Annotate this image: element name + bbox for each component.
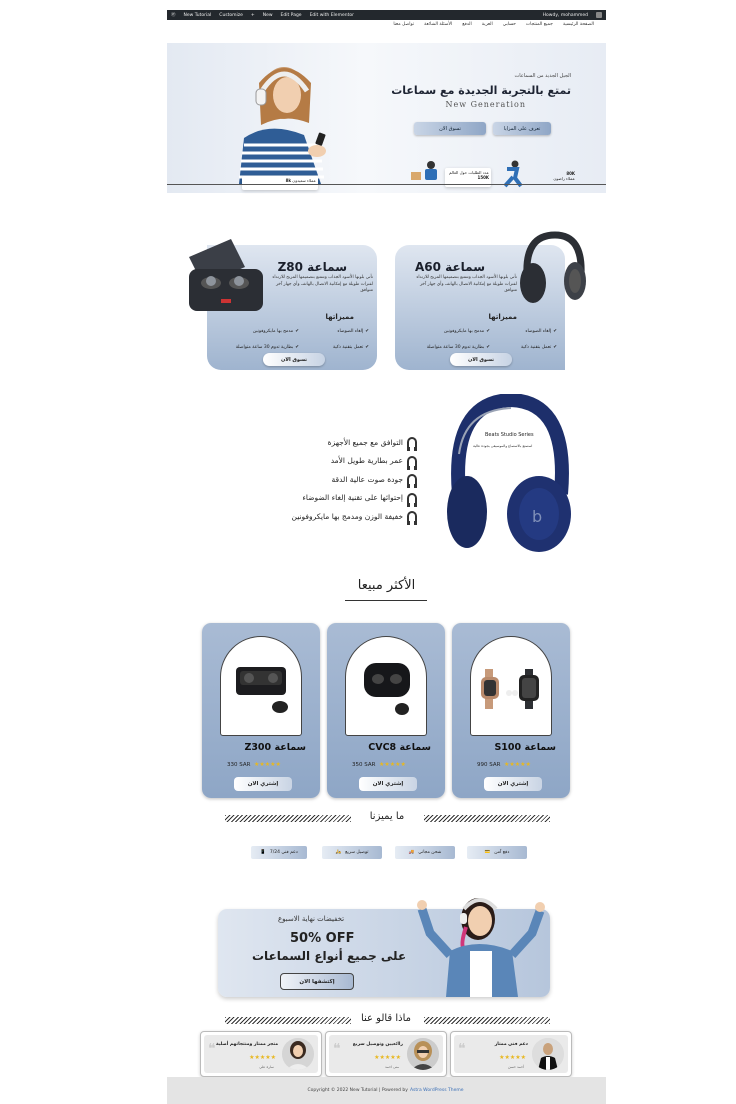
testimonial-avatar bbox=[532, 1038, 564, 1070]
promo-girl-image bbox=[416, 889, 550, 997]
product-card-z80 bbox=[207, 245, 377, 370]
rating-stars: ★★★★★ bbox=[374, 1054, 401, 1061]
headphones-icon bbox=[407, 456, 417, 466]
beats-feature: جودة صوت عالية الدقة bbox=[277, 470, 417, 489]
testimonial-card bbox=[325, 1031, 447, 1077]
a60-feature: ✔إلغاء الضوضاء bbox=[525, 329, 557, 334]
hero-subtitle: الجيل الجديد من السماعات bbox=[514, 73, 571, 79]
nav-item-faq[interactable]: الأسئلة الشائعة bbox=[424, 22, 453, 27]
z300-case-image bbox=[232, 661, 292, 717]
z80-earbuds-image bbox=[181, 237, 271, 317]
stat-sat-label: عملاء راضون bbox=[553, 176, 575, 181]
best-sellers-title: الأكثر مبيعا bbox=[357, 578, 416, 593]
product-name: سماعة CVC8 bbox=[368, 742, 431, 753]
discover-now-button[interactable]: إكتشفها الان bbox=[280, 973, 354, 990]
phone-icon: 📱 bbox=[260, 850, 266, 855]
a60-headphones-image bbox=[517, 231, 587, 309]
admin-bar-customize[interactable]: Customize bbox=[219, 12, 243, 18]
rating-stars: ★★★★★ bbox=[499, 1054, 526, 1061]
delivery-man-icon bbox=[411, 160, 443, 184]
advantage-fast-delivery: توصيل سريع 🛵 bbox=[322, 846, 382, 859]
features-button[interactable]: تعرف على المزايا bbox=[493, 122, 551, 135]
hero-section bbox=[167, 43, 606, 193]
rating-stars: ★★★★★ bbox=[254, 761, 281, 768]
testimonial-inner bbox=[204, 1035, 318, 1073]
section-divider-right bbox=[424, 815, 550, 822]
promo-headline: على جميع أنواع السماعات bbox=[252, 949, 407, 963]
hero-tagline: New Generation bbox=[445, 100, 526, 109]
product-price: 990 SAR bbox=[477, 762, 501, 768]
admin-bar-site[interactable]: New Tutorial bbox=[183, 12, 212, 18]
promo-discount: 50% OFF bbox=[290, 931, 355, 946]
check-icon: ✔ bbox=[365, 345, 369, 350]
admin-bar bbox=[167, 10, 606, 20]
stat-satisfaction bbox=[531, 169, 577, 188]
beats-feature: عمر بطارية طويل الأمد bbox=[277, 452, 417, 471]
product-card-a60 bbox=[395, 245, 565, 370]
check-icon: ✔ bbox=[486, 329, 490, 334]
a60-desc: تأتي بلونها الأسود الجذاب وتتمتع بتصميمها المريح للارتداء لفترات طويلة مع إمكانية الاتصال بالهاتف وأي جهاز آخر متوافق bbox=[416, 275, 517, 293]
product-card-s100[interactable] bbox=[452, 623, 570, 798]
z80-feature: ✔مدمج بها مايكروفونين bbox=[252, 329, 299, 334]
check-icon: ✔ bbox=[295, 329, 299, 334]
wp-logo-icon[interactable]: Ⓦ bbox=[171, 13, 176, 18]
testimonial-avatar bbox=[407, 1038, 439, 1070]
testimonial-author: سارة علي bbox=[259, 1065, 274, 1069]
product-image-frame bbox=[345, 636, 427, 736]
testimonial-card bbox=[200, 1031, 322, 1077]
quote-icon: ❝ bbox=[333, 1041, 341, 1057]
a60-shop-button[interactable]: تسوق الان bbox=[450, 353, 512, 366]
promo-subtitle: تخفيضات نهاية الاسبوع bbox=[278, 915, 345, 923]
section-divider-left bbox=[225, 1017, 351, 1024]
product-image-frame bbox=[220, 636, 302, 736]
cvc8-case-image bbox=[358, 659, 416, 719]
page bbox=[167, 10, 606, 1104]
hero-girl-image bbox=[229, 53, 339, 184]
quote-icon: ❝ bbox=[208, 1041, 216, 1057]
headphones-icon bbox=[407, 474, 417, 484]
nav-item-products[interactable]: جميع المنتجات bbox=[525, 22, 553, 27]
testimonial-author: منى احمد bbox=[385, 1065, 399, 1069]
check-icon: ✔ bbox=[553, 329, 557, 334]
z80-feature: ✔تعمل بتقنية ذكية bbox=[332, 345, 369, 350]
shop-now-button[interactable]: تسوق الان bbox=[414, 122, 486, 135]
a60-feature: ✔مدمج بها مايكروفونين bbox=[443, 329, 490, 334]
nav-item-home[interactable]: الصفحة الرئيسية bbox=[562, 22, 594, 27]
check-icon: ✔ bbox=[295, 345, 299, 350]
beats-feature-list bbox=[277, 433, 417, 526]
card-icon: 💳 bbox=[484, 850, 491, 855]
beats-feature: التوافق مع جميع الأجهزة bbox=[277, 433, 417, 452]
footer-theme-link[interactable]: Astra WordPress Theme bbox=[409, 1088, 464, 1093]
section-divider-right bbox=[424, 1017, 550, 1024]
testimonials-title: ماذا قالو عنا bbox=[360, 1013, 412, 1024]
hero-divider bbox=[167, 184, 606, 185]
svg-text:b: b bbox=[532, 507, 543, 526]
admin-bar-elementor[interactable]: Edit with Elementor bbox=[309, 12, 354, 18]
product-name: سماعة S100 bbox=[494, 742, 556, 753]
z80-feature: ✔بطارية تدوم 30 ساعة متواصلة bbox=[235, 345, 299, 350]
truck-icon: 🚚 bbox=[408, 850, 415, 855]
stat-sat-value: 80K bbox=[566, 171, 575, 176]
rating-stars: ★★★★★ bbox=[249, 1054, 276, 1061]
buy-now-button[interactable]: إشتري الان bbox=[359, 777, 417, 791]
headphones-icon bbox=[407, 493, 417, 503]
beats-caption: استمتع بالاستماع والموسيقى بجودة عالية bbox=[473, 444, 533, 448]
a60-feature: ✔تعمل بتقنية ذكية bbox=[520, 345, 557, 350]
best-sellers-underline bbox=[345, 600, 427, 601]
rating-stars: ★★★★★ bbox=[504, 761, 531, 768]
advantage-free-shipping: شحن مجاني 🚚 bbox=[395, 846, 455, 859]
product-price: 330 SAR bbox=[227, 762, 251, 768]
avatar[interactable] bbox=[596, 12, 602, 18]
admin-bar-greeting[interactable]: Howdy, mohammed bbox=[542, 12, 588, 18]
nav-item-account[interactable]: حسابي bbox=[502, 22, 516, 27]
delivery-icon: 🛵 bbox=[335, 850, 342, 855]
check-icon: ✔ bbox=[486, 345, 490, 350]
check-icon: ✔ bbox=[553, 345, 557, 350]
a60-title: سماعة A60 bbox=[414, 260, 485, 274]
stat-orders-label: عدد الطلبات حول العالم bbox=[448, 170, 489, 175]
product-price: 350 SAR bbox=[352, 762, 376, 768]
product-image-frame bbox=[470, 636, 552, 736]
testimonial-title: متجر ممتاز ومنتجاتهم أصلية bbox=[216, 1042, 278, 1047]
buy-now-button[interactable]: إشتري الان bbox=[484, 777, 542, 791]
beats-series-label: Beats Studio Series bbox=[485, 432, 534, 438]
quote-icon: ❝ bbox=[458, 1041, 466, 1057]
section-divider-left bbox=[225, 815, 351, 822]
stat-users-card bbox=[242, 176, 318, 190]
product-name: سماعة Z300 bbox=[244, 742, 306, 753]
product-card-z300[interactable] bbox=[202, 623, 320, 798]
testimonial-inner bbox=[329, 1035, 443, 1073]
z80-desc: تأتي بلونها الأسود الجذاب وتتمتع بتصميمها المريح للارتداء لفترات طويلة مع إمكانية الاتصال بالهاتف وأي جهاز آخر متوافق bbox=[272, 275, 373, 293]
admin-bar-plus[interactable]: + bbox=[250, 12, 255, 18]
stat-users-label: عملاء سعيدون bbox=[292, 178, 316, 183]
z80-feature: ✔إلغاء الضوضاء bbox=[337, 329, 369, 334]
admin-bar-edit-page[interactable]: Edit Page bbox=[280, 12, 302, 18]
advantages-title: ما يميزنا bbox=[369, 811, 405, 822]
testimonial-inner bbox=[454, 1035, 568, 1073]
testimonial-author: أحمد حسن bbox=[507, 1065, 524, 1069]
main-nav bbox=[393, 22, 594, 27]
product-card-cvc8[interactable] bbox=[327, 623, 445, 798]
nav-item-cart[interactable]: العربة bbox=[481, 22, 493, 27]
testimonial-avatar bbox=[282, 1038, 314, 1070]
s100-watches-image bbox=[479, 667, 545, 711]
testimonial-title: راائعيين وتوصيل سريع bbox=[352, 1042, 403, 1047]
headphones-icon bbox=[407, 437, 417, 447]
beats-feature: خفيفة الوزن ومدمج بها مايكروفونين bbox=[277, 507, 417, 526]
stat-users-value: 8k bbox=[285, 178, 292, 183]
beats-feature: إحتوائها على تقنية إلغاء الضوضاء bbox=[277, 489, 417, 508]
buy-now-button[interactable]: إشتري الان bbox=[234, 777, 292, 791]
site-footer bbox=[167, 1077, 606, 1104]
a60-features-heading: مميزاتها bbox=[488, 313, 517, 321]
nav-item-contact[interactable]: تواصل معنا bbox=[393, 22, 415, 27]
check-icon: ✔ bbox=[365, 329, 369, 334]
advantage-secure-payment: دفع آمن 💳 bbox=[467, 846, 527, 859]
admin-bar-new[interactable]: New bbox=[262, 12, 273, 18]
stat-orders-value: 150K bbox=[477, 175, 489, 180]
a60-feature: ✔بطارية تدوم 30 ساعة متواصلة bbox=[426, 345, 490, 350]
z80-shop-button[interactable]: تسوق الان bbox=[263, 353, 325, 366]
advantage-support: دعم فني 7/24 📱 bbox=[251, 846, 307, 859]
testimonial-title: دعم فني ممتاز bbox=[494, 1042, 528, 1047]
z80-title: سماعة Z80 bbox=[277, 260, 347, 274]
z80-features-heading: مميزاتها bbox=[325, 313, 354, 321]
footer-copyright: Copyright © 2022 New Tutorial | Powered by bbox=[307, 1088, 408, 1093]
promo-banner bbox=[218, 909, 550, 997]
nav-item-checkout[interactable]: الدفع bbox=[462, 22, 472, 27]
testimonial-card bbox=[450, 1031, 572, 1077]
hero-title: تمتع بالتجربة الجديدة مع سماعات bbox=[391, 84, 571, 97]
beats-headphones-image bbox=[445, 394, 575, 559]
rating-stars: ★★★★★ bbox=[379, 761, 406, 768]
headphones-icon bbox=[407, 511, 417, 521]
